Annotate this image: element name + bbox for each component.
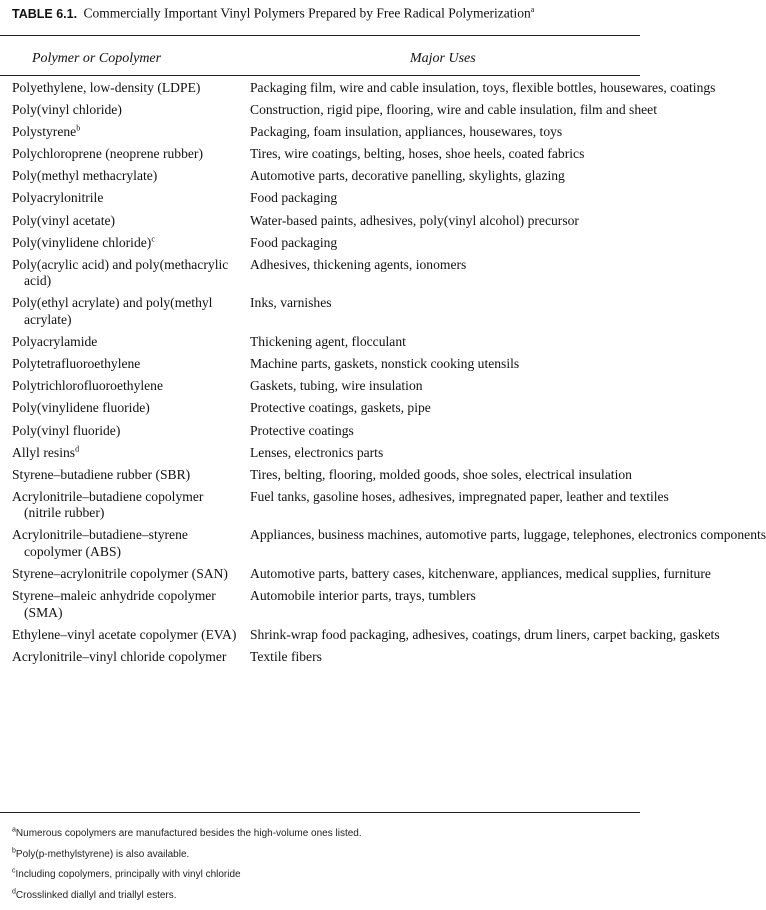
table-row [0, 400, 640, 417]
uses-cell [250, 566, 711, 583]
polymer-name: Styrene–acrylonitrile copolymer (SAN) [12, 566, 228, 582]
polymer-name: Poly(vinyl chloride) [12, 102, 122, 118]
uses-cell [250, 146, 630, 163]
polymer-cell [0, 467, 238, 484]
major-uses: Packaging, foam insulation, appliances, housewares, toys [250, 124, 563, 140]
major-uses: Inks, varnishes [250, 295, 332, 311]
uses-cell [250, 168, 630, 185]
major-uses: Adhesives, thickening agents, ionomers [250, 256, 467, 272]
polymer-cell [0, 146, 238, 163]
uses-cell [250, 423, 630, 440]
footnote [12, 824, 632, 845]
uses-cell [250, 124, 630, 141]
major-uses: Water-based paints, adhesives, poly(vinyl alcohol) precursor [250, 212, 579, 228]
major-uses: Food packaging [250, 234, 338, 250]
uses-cell [250, 80, 716, 97]
polymer-cell [0, 527, 238, 560]
table-row [0, 566, 711, 583]
uses-cell [250, 588, 630, 621]
row-footnote-mark: b [76, 123, 81, 133]
polymer-name: Polychloroprene (neoprene rubber) [12, 146, 203, 162]
major-uses: Protective coatings [250, 422, 354, 438]
major-uses: Lenses, electronics parts [250, 444, 384, 460]
major-uses: Construction, rigid pipe, flooring, wire and cable insulation, film and sheet [250, 102, 657, 118]
footnote [12, 845, 632, 866]
polymer-name: Polyethylene, low-density (LDPE) [12, 80, 201, 95]
table-row [0, 445, 640, 462]
row-footnote-mark: d [75, 444, 80, 454]
table-row [0, 378, 640, 395]
footnote-text: Crosslinked diallyl and triallyl esters. [15, 889, 177, 901]
polymer-cell [0, 627, 238, 644]
major-uses: Automobile interior parts, trays, tumblers [250, 588, 476, 604]
polymer-name: Polyacrylonitrile [12, 190, 104, 206]
polymer-name: Allyl resins$^d$ [12, 444, 80, 460]
polymer-name: Acrylonitrile–butadiene–styrene copolymer (ABS) [12, 527, 188, 560]
polymer-cell [0, 80, 238, 97]
polymer-name: Acrylonitrile–butadiene copolymer (nitrile rubber) [12, 488, 204, 521]
uses-cell [250, 649, 630, 666]
table-row [0, 588, 640, 621]
major-uses: Gaskets, tubing, wire insulation [250, 378, 423, 394]
polymer-cell [0, 445, 238, 462]
uses-cell [250, 400, 630, 417]
footnote-mark: a [12, 826, 16, 834]
table-body [0, 80, 766, 671]
table-row [0, 257, 640, 290]
major-uses: Automotive parts, decorative panelling, skylights, glazing [250, 168, 565, 184]
major-uses: Tires, belting, flooring, molded goods, shoe soles, electrical insulation [250, 466, 632, 482]
table-row [0, 213, 640, 230]
table-row [0, 235, 640, 252]
table-number: TABLE 6.1. [12, 6, 78, 21]
polymer-name: Poly(methyl methacrylate) [12, 168, 158, 184]
footnote-mark: d [12, 888, 16, 896]
uses-cell [250, 257, 630, 290]
major-uses: Protective coatings, gaskets, pipe [250, 400, 431, 416]
major-uses: Packaging film, wire and cable insulation, toys, flexible bottles, housewares, coatings [250, 80, 716, 95]
major-uses: Textile fibers [250, 649, 322, 665]
polymer-name: Polytetrafluoroethylene [12, 356, 141, 372]
table-row [0, 80, 716, 97]
polymer-name: Poly(vinylidene chloride)$^c$ [12, 234, 155, 250]
uses-cell [250, 356, 630, 373]
polymer-cell [0, 235, 238, 252]
uses-cell [250, 295, 630, 328]
polymer-cell [0, 356, 238, 373]
table-row [0, 626, 720, 644]
major-uses: Appliances, business machines, automotive parts, luggage, telephones, electronics components [250, 527, 766, 543]
uses-cell [250, 467, 630, 484]
table-row [0, 356, 640, 373]
table-row [0, 102, 657, 119]
polymer-name: Poly(acrylic acid) and poly(methacrylic acid) [12, 256, 229, 289]
polymer-name: Poly(vinylidene fluoride) [12, 400, 150, 416]
table-row [0, 146, 640, 163]
row-footnote-mark: c [151, 234, 155, 244]
polymer-cell [0, 190, 238, 207]
polymer-cell [0, 213, 238, 230]
major-uses: Food packaging [250, 190, 338, 206]
polymer-cell [0, 423, 238, 440]
footnote-text: Numerous copolymers are manufactured besides the high-volume ones listed. [15, 828, 362, 839]
uses-cell [250, 626, 720, 644]
table-row [0, 649, 640, 666]
major-uses: Machine parts, gaskets, nonstick cooking utensils [250, 356, 520, 372]
bottom-rule [0, 812, 640, 813]
polymer-cell [0, 295, 238, 328]
footnote-text: Poly(p-methylstyrene) is also available. [15, 848, 190, 860]
uses-cell [250, 102, 657, 119]
uses-cell [250, 488, 669, 522]
polymer-cell [0, 588, 238, 621]
table-row [0, 467, 640, 484]
polymer-cell [0, 489, 238, 522]
polymer-cell [0, 257, 238, 290]
uses-cell [250, 213, 630, 230]
table-row [0, 295, 640, 328]
polymer-name: Acrylonitrile–vinyl chloride copolymer [12, 649, 227, 665]
polymer-cell [0, 566, 238, 583]
major-uses: Shrink-wrap food packaging, adhesives, coatings, drum liners, carpet backing, gaskets [250, 626, 720, 642]
polymer-cell [0, 334, 238, 351]
polymer-name: Poly(vinyl fluoride) [12, 422, 121, 438]
polymer-name: Polyacrylamide [12, 334, 98, 350]
polymer-name: Styrene–maleic anhydride copolymer (SMA) [12, 588, 216, 620]
uses-cell [250, 378, 630, 395]
top-rule [0, 35, 640, 36]
footnote-text: Including copolymers, principally with vinyl chloride [15, 869, 241, 880]
table-caption [12, 5, 632, 22]
polymer-cell [0, 649, 238, 666]
major-uses: Automotive parts, battery cases, kitchenware, appliances, medical supplies, furniture [250, 566, 711, 582]
polymer-name: Polytrichlorofluoroethylene [12, 378, 164, 394]
footnote-mark: b [12, 847, 16, 855]
footnotes [12, 824, 632, 906]
major-uses: Thickening agent, flocculant [250, 334, 406, 350]
uses-cell [250, 527, 766, 560]
table-row [0, 334, 640, 351]
header-rule [0, 75, 640, 76]
uses-cell [250, 235, 630, 252]
major-uses: Tires, wire coatings, belting, hoses, shoe heels, coated fabrics [250, 146, 585, 162]
header-uses: Major Uses [410, 51, 476, 66]
major-uses: Fuel tanks, gasoline hoses, adhesives, impregnated paper, leather and textiles [250, 488, 669, 504]
uses-cell [250, 334, 630, 351]
polymer-name: Styrene–butadiene rubber (SBR) [12, 466, 191, 482]
polymer-cell [0, 102, 238, 119]
polymer-cell [0, 124, 238, 141]
footnote [12, 865, 632, 886]
polymer-name: Poly(ethyl acrylate) and poly(methyl acrylate) [12, 295, 213, 328]
footnote-mark: c [12, 867, 16, 875]
polymer-name: Ethylene–vinyl acetate copolymer (EVA) [12, 626, 237, 642]
table-row [0, 423, 640, 440]
polymer-cell [0, 400, 238, 417]
table-row [0, 190, 640, 207]
table-title: Commercially Important Vinyl Polymers Prepared by Free Radical Polymerization [83, 5, 531, 21]
header-polymer: Polymer or Copolymer [32, 51, 162, 66]
uses-cell [250, 445, 630, 462]
table-row [0, 527, 766, 560]
polymer-name: Poly(vinyl acetate) [12, 212, 116, 228]
footnote [12, 886, 632, 907]
table-row [0, 168, 640, 185]
uses-cell [250, 190, 630, 207]
polymer-cell [0, 168, 238, 185]
table-row [0, 488, 669, 522]
polymer-name: Polystyrene$^b$ [12, 123, 81, 140]
polymer-cell [0, 378, 238, 395]
title-footnote-mark: a [530, 5, 535, 14]
table-row [0, 124, 640, 141]
